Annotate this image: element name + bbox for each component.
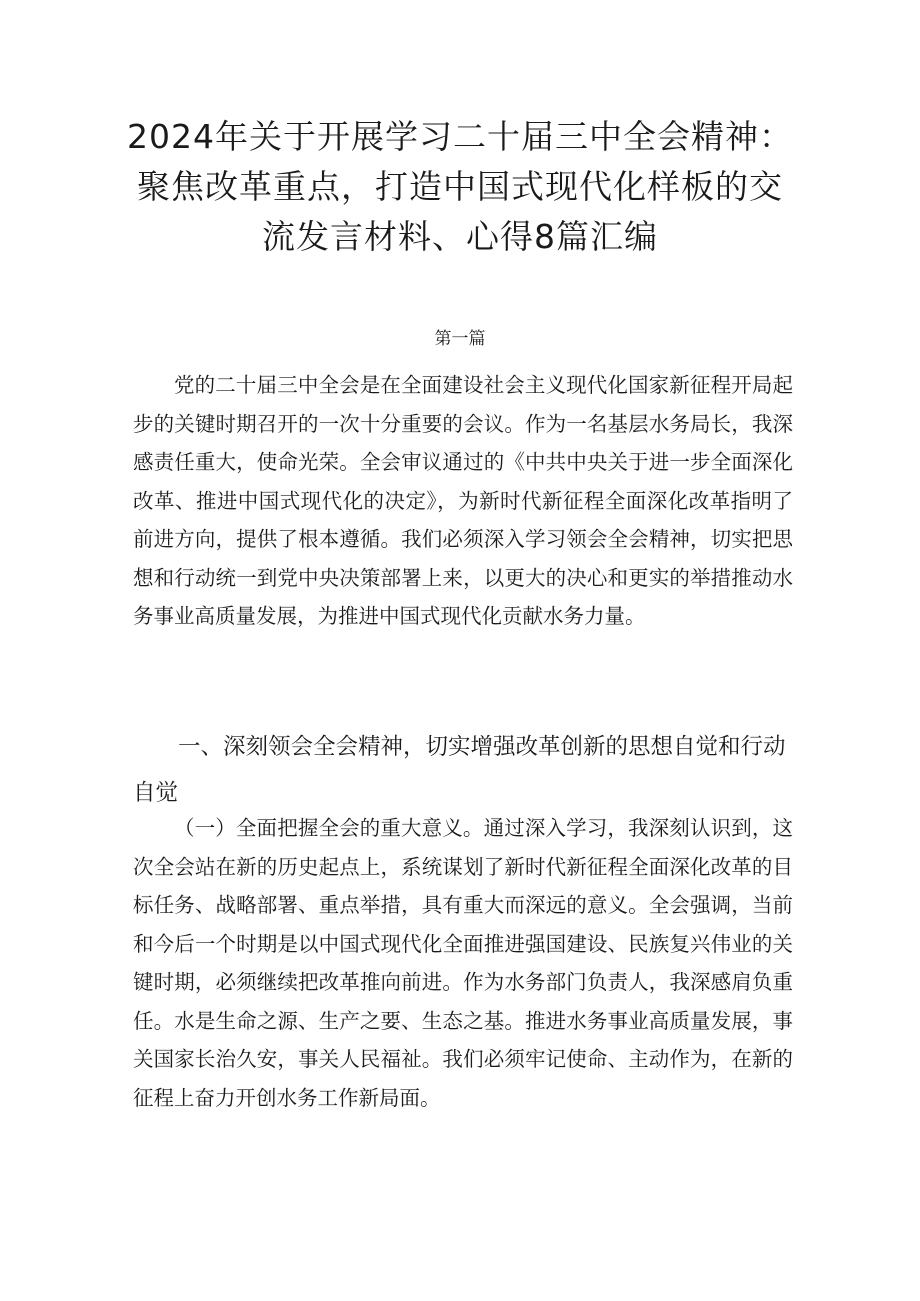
body-paragraph-1: 党的二十届三中全会是在全面建设社会主义现代化国家新征程开局起步的关键时期召开的一次十分重要的会议。作为一名基层水务局长，我深感责任重大，使命光荣。全会审议通过的《中共中央关于进一步全面深化改革、推进中国式现代化的决定》，为新时代新征程全面深化改革指明了前进方向，提供了根本遵循。我们必须深入学习领会全会精神，切实把思想和行动统一到党中央决策部署上来，以更大的决心和更实的举措推动水务事业高质量发展，为推进中国式现代化贡献水务力量。 [133,373,793,628]
section-heading-1: 一、深刻领会全会精神，切实增强改革创新的思想自觉和行动自觉 [133,734,786,806]
title-line-2: 聚焦改革重点，打造中国式现代化样板的交 [137,167,783,206]
title-line-1: 2024年关于开展学习二十届三中全会精神： [127,117,793,156]
section-label: 第一篇 [434,329,486,349]
body-paragraph-2: （一）全面把握全会的重大意义。通过深入学习，我深刻认识到，这次全会站在新的历史起点上，系统谋划了新时代新征程全面深化改革的目标任务、战略部署、重点举措，具有重大而深远的意义。全会强调，当前和今后一个时期是以中国式现代化全面推进强国建设、民族复兴伟业的关键时期，必须继续把改革推向前进。作为水务部门负责人，我深感肩负重任。水是生命之源、生产之要、生态之基。推进水务事业高质量发展，事关国家长治久安，事关人民福祉。我们必须牢记使命、主动作为，在新的征程上奋力开创水务工作新局面。 [133,816,793,1110]
title-line-3: 流发言材料、心得8篇汇编 [262,217,658,256]
document-title [110,112,810,262]
